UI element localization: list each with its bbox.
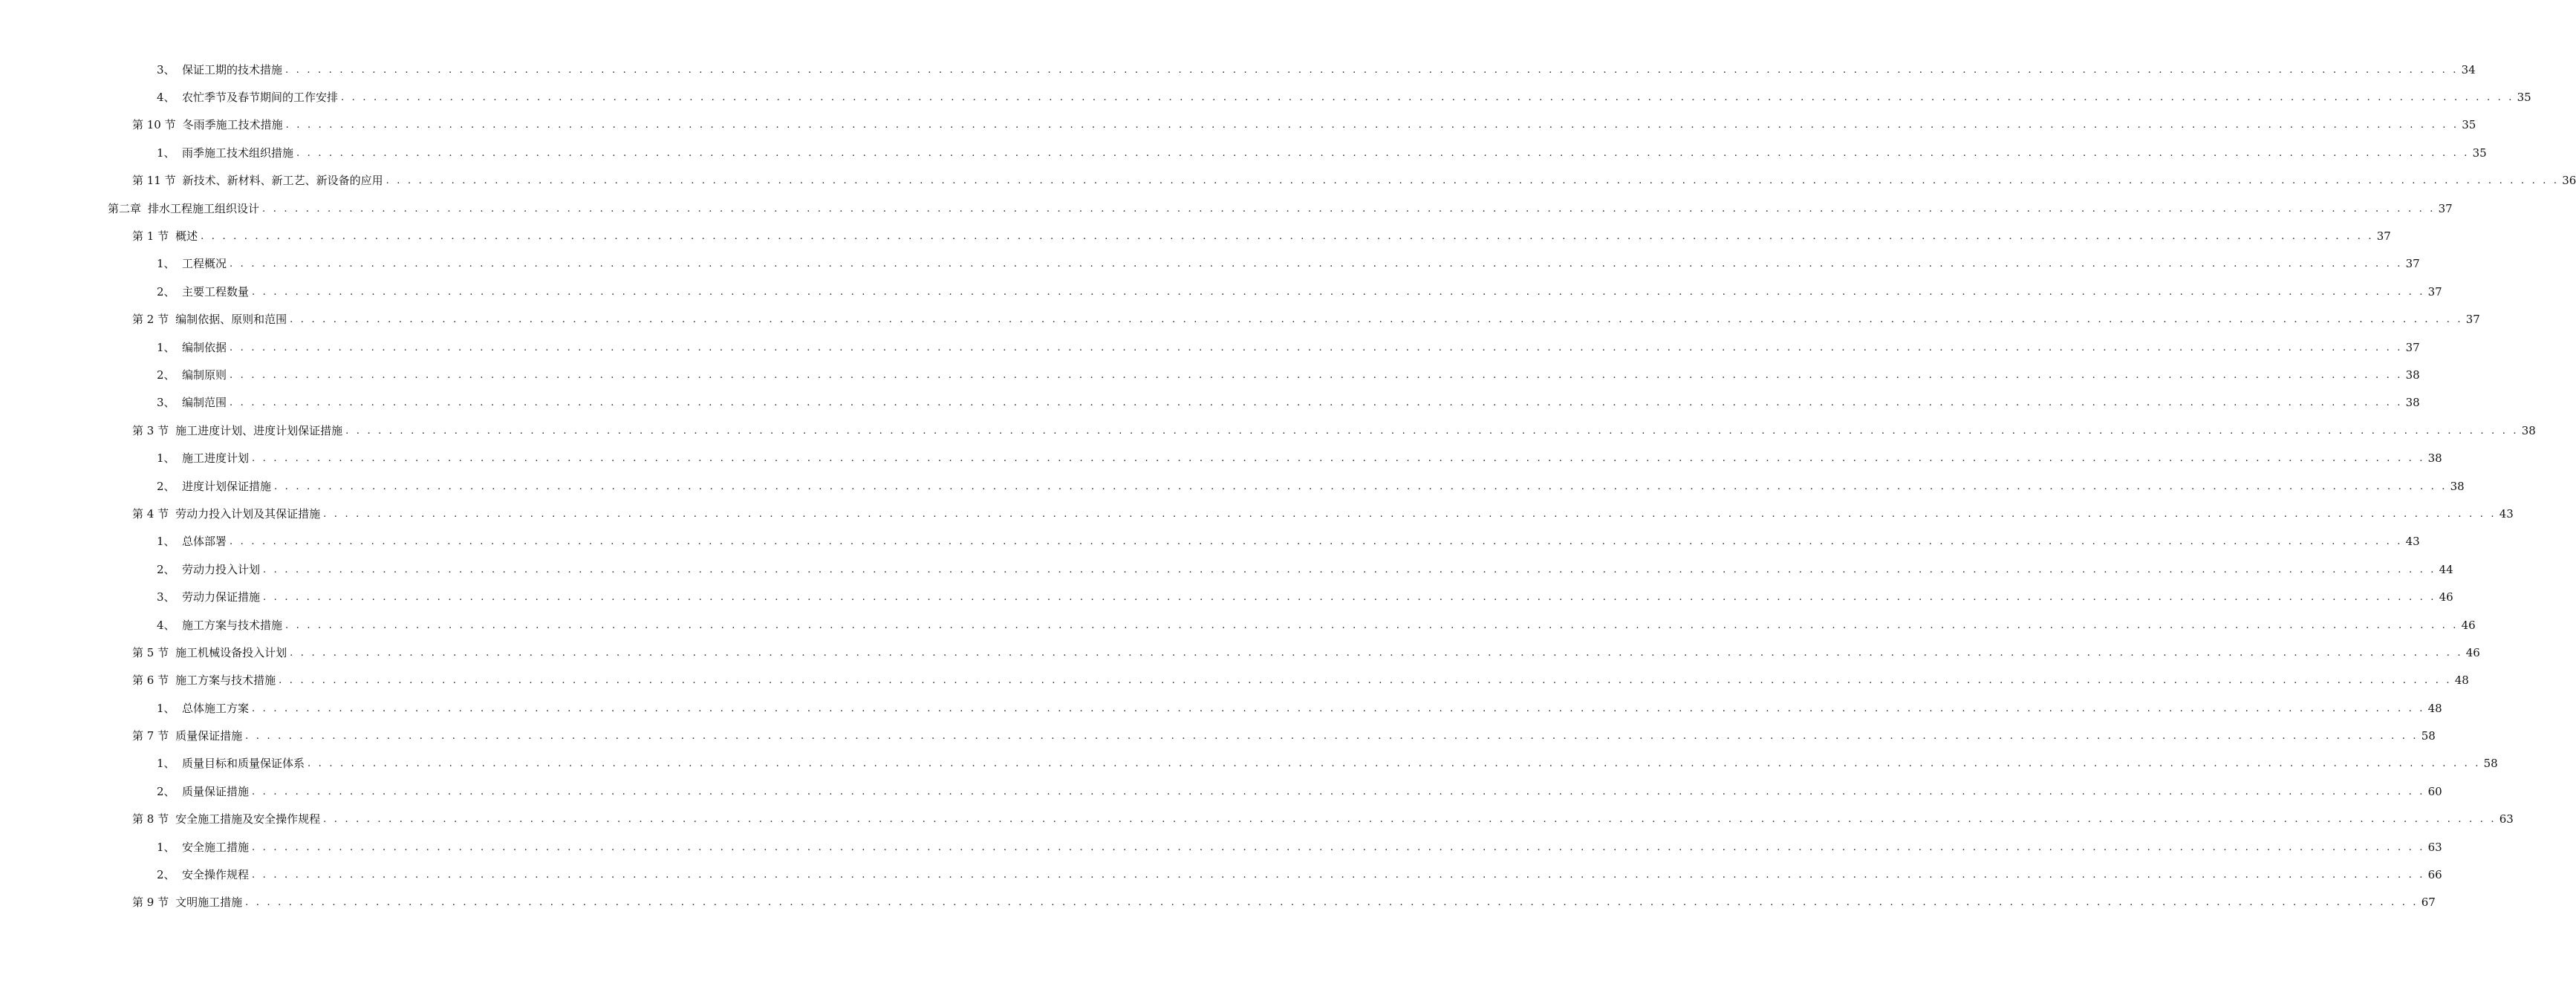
toc-entry-number: 第 5 节 [132,645,169,659]
toc-entry-page-number: 38 [2405,396,2420,410]
toc-entry-page-number: 43 [2499,506,2514,521]
toc-dot-leader: . . . . . . . . . . . . . . . . . . . . . . . . . . . . . . . . . . . . . . . . . . . . . . . . . . . . . . . . . . . . . . . . . . . . . . . . . . . . . . . . . . . . . . . . . . . . . . . . . . . . . . . . . . . . . . . . . . . . . . . . . . . . . . . . . . . . . . . . . . . . . . . . . . . . . . . . . . . . . . . . . . . . . . . . . . . . . . . . . . . . . . . . . . . . . . . . . . . . . . . . [279,675,2452,687]
toc-entry[interactable] [0,611,2476,639]
toc-entry-page-number: 37 [2465,313,2480,327]
toc-entry-title: 总体部署 [182,535,227,549]
toc-entry-number: 2、 [157,784,175,798]
toc-dot-leader: . . . . . . . . . . . . . . . . . . . . . . . . . . . . . . . . . . . . . . . . . . . . . . . . . . . . . . . . . . . . . . . . . . . . . . . . . . . . . . . . . . . . . . . . . . . . . . . . . . . . . . . . . . . . . . . . . . . . . . . . . . . . . . . . . . . . . . . . . . . . . . . . . . . . . . . . . . . . . . . . . . . . . . . . . . . . . . . . . . . . . . . . . . . . . . . . . . . . . . . . [245,731,2419,743]
toc-entry-page-number: 38 [2427,451,2442,466]
toc-entry-number: 第 4 节 [132,506,169,521]
toc-entry-page-number: 38 [2521,423,2536,437]
toc-entry-number: 2、 [157,479,175,493]
toc-entry-page-number: 38 [2405,368,2420,382]
toc-entry[interactable] [0,83,2531,111]
toc-entry[interactable] [0,222,2391,250]
toc-entry-title: 施工方案与技术措施 [175,674,276,688]
toc-entry[interactable] [0,833,2442,861]
toc-entry-page-number: 34 [2461,62,2476,76]
toc-entry-title: 工程概况 [182,257,227,271]
toc-dot-leader: . . . . . . . . . . . . . . . . . . . . . . . . . . . . . . . . . . . . . . . . . . . . . . . . . . . . . . . . . . . . . . . . . . . . . . . . . . . . . . . . . . . . . . . . . . . . . . . . . . . . . . . . . . . . . . . . . . . . . . . . . . . . . . . . . . . . . . . . . . . . . . . . . . . . . . . . . . . . . . . . . . . . . . . . . . . . . . . . . . . . . . . . . . . . . . . . . . . . . . . . [290,314,2463,326]
toc-entry-page-number: 36 [2562,174,2576,188]
toc-entry-page-number: 43 [2405,535,2420,549]
toc-entry-page-number: 37 [2405,257,2420,271]
toc-entry-title: 概述 [175,229,198,244]
toc-entry-number: 4、 [157,618,175,632]
toc-entry-page-number: 37 [2427,284,2442,299]
toc-entry[interactable] [0,56,2476,83]
toc-entry-title: 编制依据 [182,340,227,354]
toc-entry-page-number: 35 [2472,146,2487,160]
toc-dot-leader: . . . . . . . . . . . . . . . . . . . . . . . . . . . . . . . . . . . . . . . . . . . . . . . . . . . . . . . . . . . . . . . . . . . . . . . . . . . . . . . . . . . . . . . . . . . . . . . . . . . . . . . . . . . . . . . . . . . . . . . . . . . . . . . . . . . . . . . . . . . . . . . . . . . . . . . . . . . . . . . . . . . . . . . . . . . . . . . . . . . . . . . . . . . . . . . . . . . . . . . . [263,564,2436,575]
toc-entry-title: 质量保证措施 [175,729,243,743]
toc-entry-number: 1、 [157,535,175,549]
toc-dot-leader: . . . . . . . . . . . . . . . . . . . . . . . . . . . . . . . . . . . . . . . . . . . . . . . . . . . . . . . . . . . . . . . . . . . . . . . . . . . . . . . . . . . . . . . . . . . . . . . . . . . . . . . . . . . . . . . . . . . . . . . . . . . . . . . . . . . . . . . . . . . . . . . . . . . . . . . . . . . . . . . . . . . . . . . . . . . . . . . . . . . . . . . . . . . . . . . . . . . . . . . . [290,647,2463,659]
toc-entry-number: 3、 [157,590,175,604]
toc-entry[interactable] [0,278,2442,305]
toc-entry-number: 3、 [157,396,175,410]
toc-entry-number: 3、 [157,62,175,76]
toc-dot-leader: . . . . . . . . . . . . . . . . . . . . . . . . . . . . . . . . . . . . . . . . . . . . . . . . . . . . . . . . . . . . . . . . . . . . . . . . . . . . . . . . . . . . . . . . . . . . . . . . . . . . . . . . . . . . . . . . . . . . . . . . . . . . . . . . . . . . . . . . . . . . . . . . . . . . . . . . . . . . . . . . . . . . . . . . . . . . . . . . . . . . . . . . . . . . . . . . . . . . . . . . [230,369,2403,381]
table-of-contents [0,56,2576,916]
toc-entry-page-number: 48 [2427,701,2442,715]
toc-entry-title: 文明施工措施 [175,896,243,910]
toc-entry-title: 编制原则 [182,368,227,382]
toc-entry-title: 雨季施工技术组织措施 [182,146,294,160]
toc-entry-number: 第 8 节 [132,812,169,826]
toc-entry-title: 主要工程数量 [182,284,250,299]
toc-entry-number: 2、 [157,284,175,299]
toc-entry[interactable] [0,167,2576,195]
toc-dot-leader: . . . . . . . . . . . . . . . . . . . . . . . . . . . . . . . . . . . . . . . . . . . . . . . . . . . . . . . . . . . . . . . . . . . . . . . . . . . . . . . . . . . . . . . . . . . . . . . . . . . . . . . . . . . . . . . . . . . . . . . . . . . . . . . . . . . . . . . . . . . . . . . . . . . . . . . . . . . . . . . . . . . . . . . . . . . . . . . . . . . . . . . . . . . . . . . . . . . . . . . . [263,592,2436,604]
toc-entry-title: 劳动力投入计划及其保证措施 [175,506,321,521]
toc-entry-number: 第 1 节 [132,229,169,244]
toc-entry-page-number: 38 [2450,479,2465,493]
toc-entry-number: 1、 [157,146,175,160]
toc-entry-number: 2、 [157,868,175,882]
toc-dot-leader: . . . . . . . . . . . . . . . . . . . . . . . . . . . . . . . . . . . . . . . . . . . . . . . . . . . . . . . . . . . . . . . . . . . . . . . . . . . . . . . . . . . . . . . . . . . . . . . . . . . . . . . . . . . . . . . . . . . . . . . . . . . . . . . . . . . . . . . . . . . . . . . . . . . . . . . . . . . . . . . . . . . . . . . . . . . . . . . . . . . . . . . . . . . . . . . . . . . . . . . . [386,175,2560,187]
toc-dot-leader: . . . . . . . . . . . . . . . . . . . . . . . . . . . . . . . . . . . . . . . . . . . . . . . . . . . . . . . . . . . . . . . . . . . . . . . . . . . . . . . . . . . . . . . . . . . . . . . . . . . . . . . . . . . . . . . . . . . . . . . . . . . . . . . . . . . . . . . . . . . . . . . . . . . . . . . . . . . . . . . . . . . . . . . . . . . . . . . . . . . . . . . . . . . . . . . . . . . . . . . . [323,508,2497,520]
toc-entry-title: 编制范围 [182,396,227,410]
toc-dot-leader: . . . . . . . . . . . . . . . . . . . . . . . . . . . . . . . . . . . . . . . . . . . . . . . . . . . . . . . . . . . . . . . . . . . . . . . . . . . . . . . . . . . . . . . . . . . . . . . . . . . . . . . . . . . . . . . . . . . . . . . . . . . . . . . . . . . . . . . . . . . . . . . . . . . . . . . . . . . . . . . . . . . . . . . . . . . . . . . . . . . . . . . . . . . . . . . . . . . . . . . . [252,286,2425,298]
toc-entry-title: 编制依据、原则和范围 [175,313,287,327]
toc-entry[interactable] [0,694,2442,722]
toc-dot-leader: . . . . . . . . . . . . . . . . . . . . . . . . . . . . . . . . . . . . . . . . . . . . . . . . . . . . . . . . . . . . . . . . . . . . . . . . . . . . . . . . . . . . . . . . . . . . . . . . . . . . . . . . . . . . . . . . . . . . . . . . . . . . . . . . . . . . . . . . . . . . . . . . . . . . . . . . . . . . . . . . . . . . . . . . . . . . . . . . . . . . . . . . . . . . . . . . . . . . . . . . [285,619,2459,631]
toc-dot-leader: . . . . . . . . . . . . . . . . . . . . . . . . . . . . . . . . . . . . . . . . . . . . . . . . . . . . . . . . . . . . . . . . . . . . . . . . . . . . . . . . . . . . . . . . . . . . . . . . . . . . . . . . . . . . . . . . . . . . . . . . . . . . . . . . . . . . . . . . . . . . . . . . . . . . . . . . . . . . . . . . . . . . . . . . . . . . . . . . . . . . . . . . . . . . . . . . . . . . . . . . [341,92,2514,104]
toc-dot-leader: . . . . . . . . . . . . . . . . . . . . . . . . . . . . . . . . . . . . . . . . . . . . . . . . . . . . . . . . . . . . . . . . . . . . . . . . . . . . . . . . . . . . . . . . . . . . . . . . . . . . . . . . . . . . . . . . . . . . . . . . . . . . . . . . . . . . . . . . . . . . . . . . . . . . . . . . . . . . . . . . . . . . . . . . . . . . . . . . . . . . . . . . . . . . . . . . . . . . . . . . [345,425,2519,437]
toc-entry[interactable] [0,639,2480,666]
toc-dot-leader: . . . . . . . . . . . . . . . . . . . . . . . . . . . . . . . . . . . . . . . . . . . . . . . . . . . . . . . . . . . . . . . . . . . . . . . . . . . . . . . . . . . . . . . . . . . . . . . . . . . . . . . . . . . . . . . . . . . . . . . . . . . . . . . . . . . . . . . . . . . . . . . . . . . . . . . . . . . . . . . . . . . . . . . . . . . . . . . . . . . . . . . . . . . . . . . . . . . . . . . . [230,258,2403,270]
toc-entry[interactable] [0,472,2465,500]
toc-entry-title: 农忙季节及春节期间的工作安排 [182,91,339,105]
toc-entry-number: 第 9 节 [132,896,169,910]
toc-entry-page-number: 58 [2421,729,2436,743]
toc-dot-leader: . . . . . . . . . . . . . . . . . . . . . . . . . . . . . . . . . . . . . . . . . . . . . . . . . . . . . . . . . . . . . . . . . . . . . . . . . . . . . . . . . . . . . . . . . . . . . . . . . . . . . . . . . . . . . . . . . . . . . . . . . . . . . . . . . . . . . . . . . . . . . . . . . . . . . . . . . . . . . . . . . . . . . . . . . . . . . . . . . . . . . . . . . . . . . . . . . . . . . . . . [274,480,2447,492]
toc-entry-title: 排水工程施工组织设计 [148,201,260,215]
toc-dot-leader: . . . . . . . . . . . . . . . . . . . . . . . . . . . . . . . . . . . . . . . . . . . . . . . . . . . . . . . . . . . . . . . . . . . . . . . . . . . . . . . . . . . . . . . . . . . . . . . . . . . . . . . . . . . . . . . . . . . . . . . . . . . . . . . . . . . . . . . . . . . . . . . . . . . . . . . . . . . . . . . . . . . . . . . . . . . . . . . . . . . . . . . . . . . . . . . . . . . . . . . . [285,64,2459,76]
toc-entry-title: 施工方案与技术措施 [182,618,283,632]
toc-entry-title: 施工进度计划、进度计划保证措施 [175,423,343,437]
toc-entry-number: 1、 [157,701,175,715]
toc-entry-title: 施工机械设备投入计划 [175,645,287,659]
toc-entry-number: 2、 [157,562,175,576]
toc-entry[interactable] [0,111,2476,139]
toc-dot-leader: . . . . . . . . . . . . . . . . . . . . . . . . . . . . . . . . . . . . . . . . . . . . . . . . . . . . . . . . . . . . . . . . . . . . . . . . . . . . . . . . . . . . . . . . . . . . . . . . . . . . . . . . . . . . . . . . . . . . . . . . . . . . . . . . . . . . . . . . . . . . . . . . . . . . . . . . . . . . . . . . . . . . . . . . . . . . . . . . . . . . . . . . . . . . . . . . . . . . . . . . [230,397,2403,409]
toc-entry[interactable] [0,306,2480,333]
toc-entry-page-number: 35 [2462,118,2476,132]
toc-entry[interactable] [0,250,2420,278]
toc-dot-leader: . . . . . . . . . . . . . . . . . . . . . . . . . . . . . . . . . . . . . . . . . . . . . . . . . . . . . . . . . . . . . . . . . . . . . . . . . . . . . . . . . . . . . . . . . . . . . . . . . . . . . . . . . . . . . . . . . . . . . . . . . . . . . . . . . . . . . . . . . . . . . . . . . . . . . . . . . . . . . . . . . . . . . . . . . . . . . . . . . . . . . . . . . . . . . . . . . . . . . . . . [323,814,2497,826]
toc-entry-title: 质量保证措施 [182,784,250,798]
toc-entry-page-number: 37 [2438,201,2453,215]
toc-entry-number: 第二章 [108,201,142,215]
toc-dot-leader: . . . . . . . . . . . . . . . . . . . . . . . . . . . . . . . . . . . . . . . . . . . . . . . . . . . . . . . . . . . . . . . . . . . . . . . . . . . . . . . . . . . . . . . . . . . . . . . . . . . . . . . . . . . . . . . . . . . . . . . . . . . . . . . . . . . . . . . . . . . . . . . . . . . . . . . . . . . . . . . . . . . . . . . . . . . . . . . . . . . . . . . . . . . . . . . . . . . . . . . . [252,453,2425,465]
toc-dot-leader: . . . . . . . . . . . . . . . . . . . . . . . . . . . . . . . . . . . . . . . . . . . . . . . . . . . . . . . . . . . . . . . . . . . . . . . . . . . . . . . . . . . . . . . . . . . . . . . . . . . . . . . . . . . . . . . . . . . . . . . . . . . . . . . . . . . . . . . . . . . . . . . . . . . . . . . . . . . . . . . . . . . . . . . . . . . . . . . . . . . . . . . . . . . . . . . . . . . . . . . . [252,841,2425,853]
toc-entry-page-number: 37 [2405,340,2420,354]
toc-entry-number: 第 10 节 [132,118,176,132]
toc-entry[interactable] [0,555,2453,583]
toc-entry-title: 总体施工方案 [182,701,250,715]
toc-entry-number: 1、 [157,451,175,466]
toc-entry-title: 冬雨季施工技术措施 [182,118,283,132]
toc-dot-leader: . . . . . . . . . . . . . . . . . . . . . . . . . . . . . . . . . . . . . . . . . . . . . . . . . . . . . . . . . . . . . . . . . . . . . . . . . . . . . . . . . . . . . . . . . . . . . . . . . . . . . . . . . . . . . . . . . . . . . . . . . . . . . . . . . . . . . . . . . . . . . . . . . . . . . . . . . . . . . . . . . . . . . . . . . . . . . . . . . . . . . . . . . . . . . . . . . . . . . . . . [262,203,2436,215]
toc-entry[interactable] [0,333,2420,361]
toc-dot-leader: . . . . . . . . . . . . . . . . . . . . . . . . . . . . . . . . . . . . . . . . . . . . . . . . . . . . . . . . . . . . . . . . . . . . . . . . . . . . . . . . . . . . . . . . . . . . . . . . . . . . . . . . . . . . . . . . . . . . . . . . . . . . . . . . . . . . . . . . . . . . . . . . . . . . . . . . . . . . . . . . . . . . . . . . . . . . . . . . . . . . . . . . . . . . . . . . . . . . . . . . [285,120,2459,131]
toc-entry-title: 施工进度计划 [182,451,250,466]
toc-entry-page-number: 46 [2439,590,2453,604]
toc-entry-number: 1、 [157,840,175,854]
toc-dot-leader: . . . . . . . . . . . . . . . . . . . . . . . . . . . . . . . . . . . . . . . . . . . . . . . . . . . . . . . . . . . . . . . . . . . . . . . . . . . . . . . . . . . . . . . . . . . . . . . . . . . . . . . . . . . . . . . . . . . . . . . . . . . . . . . . . . . . . . . . . . . . . . . . . . . . . . . . . . . . . . . . . . . . . . . . . . . . . . . . . . . . . . . . . . . . . . . . . . . . . . . . [230,342,2403,353]
toc-dot-leader: . . . . . . . . . . . . . . . . . . . . . . . . . . . . . . . . . . . . . . . . . . . . . . . . . . . . . . . . . . . . . . . . . . . . . . . . . . . . . . . . . . . . . . . . . . . . . . . . . . . . . . . . . . . . . . . . . . . . . . . . . . . . . . . . . . . . . . . . . . . . . . . . . . . . . . . . . . . . . . . . . . . . . . . . . . . . . . . . . . . . . . . . . . . . . . . . . . . . . . . . [245,897,2419,909]
toc-entry-title: 保证工期的技术措施 [182,62,283,76]
toc-entry-page-number: 46 [2465,645,2480,659]
toc-entry-number: 4、 [157,91,175,105]
toc-entry-page-number: 44 [2439,562,2453,576]
toc-entry-number: 1、 [157,757,175,771]
toc-dot-leader: . . . . . . . . . . . . . . . . . . . . . . . . . . . . . . . . . . . . . . . . . . . . . . . . . . . . . . . . . . . . . . . . . . . . . . . . . . . . . . . . . . . . . . . . . . . . . . . . . . . . . . . . . . . . . . . . . . . . . . . . . . . . . . . . . . . . . . . . . . . . . . . . . . . . . . . . . . . . . . . . . . . . . . . . . . . . . . . . . . . . . . . . . . . . . . . . . . . . . . . . [296,147,2470,159]
toc-entry[interactable] [0,528,2420,555]
toc-entry-number: 第 2 节 [132,313,169,327]
toc-dot-leader: . . . . . . . . . . . . . . . . . . . . . . . . . . . . . . . . . . . . . . . . . . . . . . . . . . . . . . . . . . . . . . . . . . . . . . . . . . . . . . . . . . . . . . . . . . . . . . . . . . . . . . . . . . . . . . . . . . . . . . . . . . . . . . . . . . . . . . . . . . . . . . . . . . . . . . . . . . . . . . . . . . . . . . . . . . . . . . . . . . . . . . . . . . . . . . . . . . . . . . . . [230,536,2403,548]
toc-entry-page-number: 63 [2427,840,2442,854]
toc-entry[interactable] [0,361,2420,388]
toc-entry[interactable] [0,139,2487,166]
toc-entry[interactable] [0,500,2514,527]
toc-entry-title: 安全施工措施及安全操作规程 [175,812,321,826]
toc-entry-number: 1、 [157,340,175,354]
toc-entry-page-number: 35 [2517,91,2531,105]
toc-entry-title: 进度计划保证措施 [182,479,272,493]
toc-entry-title: 安全操作规程 [182,868,250,882]
toc-entry[interactable] [0,583,2453,610]
toc-entry-title: 安全施工措施 [182,840,250,854]
toc-dot-leader: . . . . . . . . . . . . . . . . . . . . . . . . . . . . . . . . . . . . . . . . . . . . . . . . . . . . . . . . . . . . . . . . . . . . . . . . . . . . . . . . . . . . . . . . . . . . . . . . . . . . . . . . . . . . . . . . . . . . . . . . . . . . . . . . . . . . . . . . . . . . . . . . . . . . . . . . . . . . . . . . . . . . . . . . . . . . . . . . . . . . . . . . . . . . . . . . . . . . . . . . [201,231,2374,243]
toc-entry-page-number: 58 [2483,757,2498,771]
toc-dot-leader: . . . . . . . . . . . . . . . . . . . . . . . . . . . . . . . . . . . . . . . . . . . . . . . . . . . . . . . . . . . . . . . . . . . . . . . . . . . . . . . . . . . . . . . . . . . . . . . . . . . . . . . . . . . . . . . . . . . . . . . . . . . . . . . . . . . . . . . . . . . . . . . . . . . . . . . . . . . . . . . . . . . . . . . . . . . . . . . . . . . . . . . . . . . . . . . . . . . . . . . . [308,758,2481,770]
toc-entry-page-number: 48 [2454,674,2469,688]
toc-entry-page-number: 67 [2421,896,2436,910]
toc-entry-page-number: 63 [2499,812,2514,826]
toc-entry[interactable] [0,389,2420,417]
toc-entry[interactable] [0,417,2536,444]
toc-entry[interactable] [0,889,2436,916]
toc-entry[interactable] [0,667,2469,694]
toc-entry-title: 劳动力投入计划 [182,562,261,576]
toc-entry-title: 新技术、新材料、新工艺、新设备的应用 [182,174,383,188]
toc-entry[interactable] [0,750,2498,777]
toc-entry-number: 第 11 节 [132,174,176,188]
toc-entry-page-number: 60 [2427,784,2442,798]
toc-entry-number: 第 3 节 [132,423,169,437]
toc-entry-number: 1、 [157,257,175,271]
toc-entry[interactable] [0,861,2442,888]
toc-entry[interactable] [0,777,2442,805]
toc-entry-page-number: 46 [2461,618,2476,632]
toc-entry-title: 质量目标和质量保证体系 [182,757,305,771]
toc-entry-number: 2、 [157,368,175,382]
toc-entry[interactable] [0,195,2453,222]
toc-entry-page-number: 66 [2427,868,2442,882]
toc-entry[interactable] [0,444,2442,472]
toc-dot-leader: . . . . . . . . . . . . . . . . . . . . . . . . . . . . . . . . . . . . . . . . . . . . . . . . . . . . . . . . . . . . . . . . . . . . . . . . . . . . . . . . . . . . . . . . . . . . . . . . . . . . . . . . . . . . . . . . . . . . . . . . . . . . . . . . . . . . . . . . . . . . . . . . . . . . . . . . . . . . . . . . . . . . . . . . . . . . . . . . . . . . . . . . . . . . . . . . . . . . . . . . [252,786,2425,798]
toc-entry[interactable] [0,806,2514,833]
toc-entry-page-number: 37 [2376,229,2391,244]
toc-dot-leader: . . . . . . . . . . . . . . . . . . . . . . . . . . . . . . . . . . . . . . . . . . . . . . . . . . . . . . . . . . . . . . . . . . . . . . . . . . . . . . . . . . . . . . . . . . . . . . . . . . . . . . . . . . . . . . . . . . . . . . . . . . . . . . . . . . . . . . . . . . . . . . . . . . . . . . . . . . . . . . . . . . . . . . . . . . . . . . . . . . . . . . . . . . . . . . . . . . . . . . . . [252,702,2425,714]
toc-entry[interactable] [0,722,2436,749]
toc-entry-title: 劳动力保证措施 [182,590,261,604]
toc-dot-leader: . . . . . . . . . . . . . . . . . . . . . . . . . . . . . . . . . . . . . . . . . . . . . . . . . . . . . . . . . . . . . . . . . . . . . . . . . . . . . . . . . . . . . . . . . . . . . . . . . . . . . . . . . . . . . . . . . . . . . . . . . . . . . . . . . . . . . . . . . . . . . . . . . . . . . . . . . . . . . . . . . . . . . . . . . . . . . . . . . . . . . . . . . . . . . . . . . . . . . . . . [252,870,2425,881]
toc-entry-number: 第 7 节 [132,729,169,743]
toc-entry-number: 第 6 节 [132,674,169,688]
